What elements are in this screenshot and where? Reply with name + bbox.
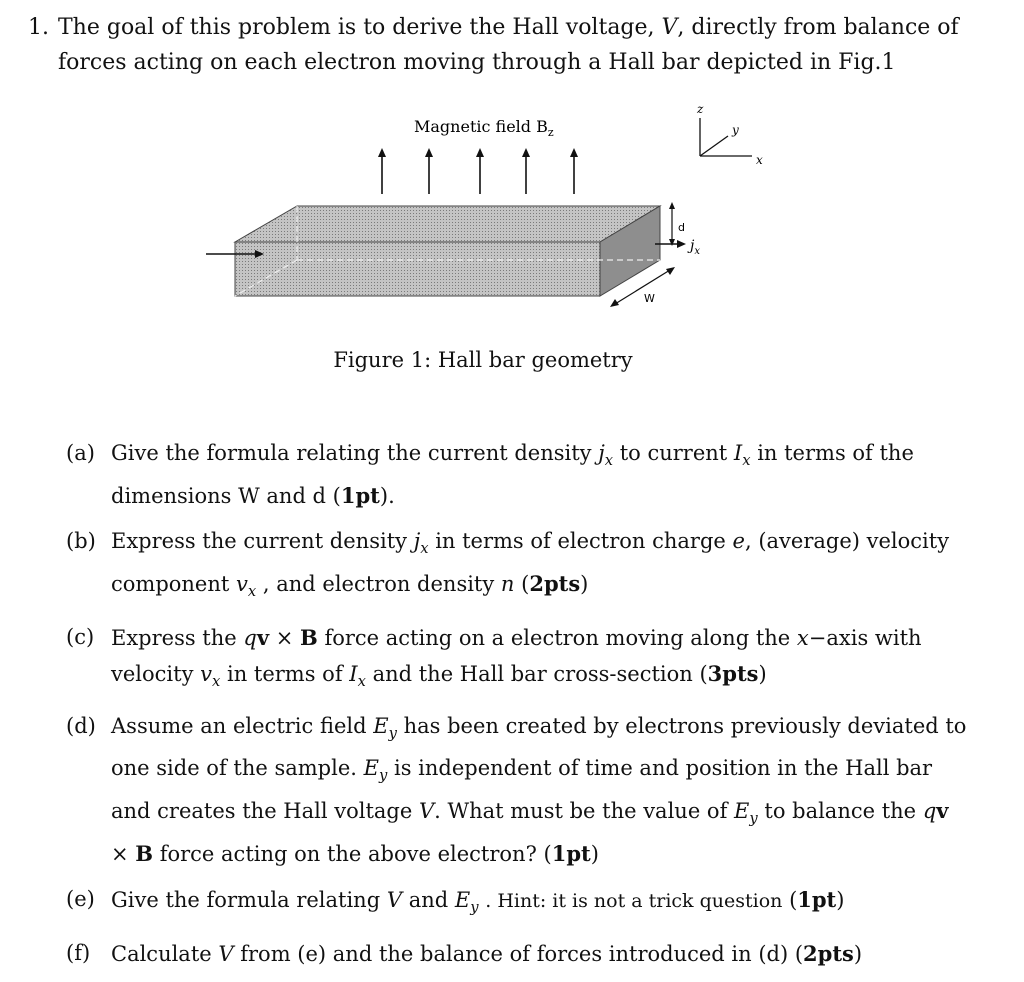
magnetic-field-label: Magnetic field $B_z$	[414, 117, 554, 139]
problem-statement: The goal of this problem is to derive the Hall voltage, V, directly from balance of forces acting on each electron moving through a Hall bar depicted in Fig.1	[58, 15, 959, 75]
coordinate-axes	[700, 118, 752, 156]
problem-number: 1.	[28, 15, 49, 40]
bar-top-face	[235, 206, 660, 242]
dimension-d-label: d	[678, 221, 685, 234]
question-part-c: (c) Express the qv × B force acting on a electron moving along the x−axis with velocity $v_x$ in terms of $I_x$ and the Hall bar cross-section (3pts)	[66, 624, 922, 690]
field-arrow-head	[425, 148, 433, 157]
question-part-d: (d) Assume an electric field $E_y$ has been created by electrons previously deviated to one side of the sample. $E_y$ is independent of time and position in the Hall bar and creates the Hall voltage V. What must be the value of $E_y$ to balance the qv × B force acting on the above electron? (1pt)	[66, 713, 967, 867]
current-density-label: $j_x$	[690, 238, 700, 257]
hall-bar-figure	[200, 96, 780, 316]
figure-caption: Figure 1: Hall bar geometry	[333, 348, 633, 372]
hall-bar-diagram	[200, 96, 780, 316]
field-arrow-head	[378, 148, 386, 157]
problem-intro	[28, 10, 988, 80]
axis-x-label: x	[756, 153, 763, 167]
question-part-f: (f) Calculate V from (e) and the balance of forces introduced in (d) (2pts)	[66, 940, 863, 966]
question-parts	[66, 436, 972, 982]
axis-z-label: z	[697, 102, 704, 116]
field-arrow-head	[476, 148, 484, 157]
magnetic-field-arrows	[378, 148, 578, 194]
y-axis	[700, 136, 728, 156]
question-part-b: (b) Express the current density $j_x$ in terms of electron charge e, (average) velocity component $v_x$ , and electron density n (2pts)	[66, 529, 950, 601]
question-part-a: (a) Give the formula relating the current density $j_x$ to current $I_x$ in terms of the dimensions W and d (1pt).	[66, 441, 914, 509]
question-part-e: (e) Give the formula relating V and $E_y$ . Hint: it is not a trick question (1pt)	[66, 887, 845, 917]
bar-front-face	[235, 242, 600, 296]
field-arrow-head	[522, 148, 530, 157]
dimension-w-label: W	[644, 292, 655, 305]
dimension-d	[669, 202, 675, 246]
axis-y-label: y	[732, 123, 739, 137]
field-arrow-head	[570, 148, 578, 157]
